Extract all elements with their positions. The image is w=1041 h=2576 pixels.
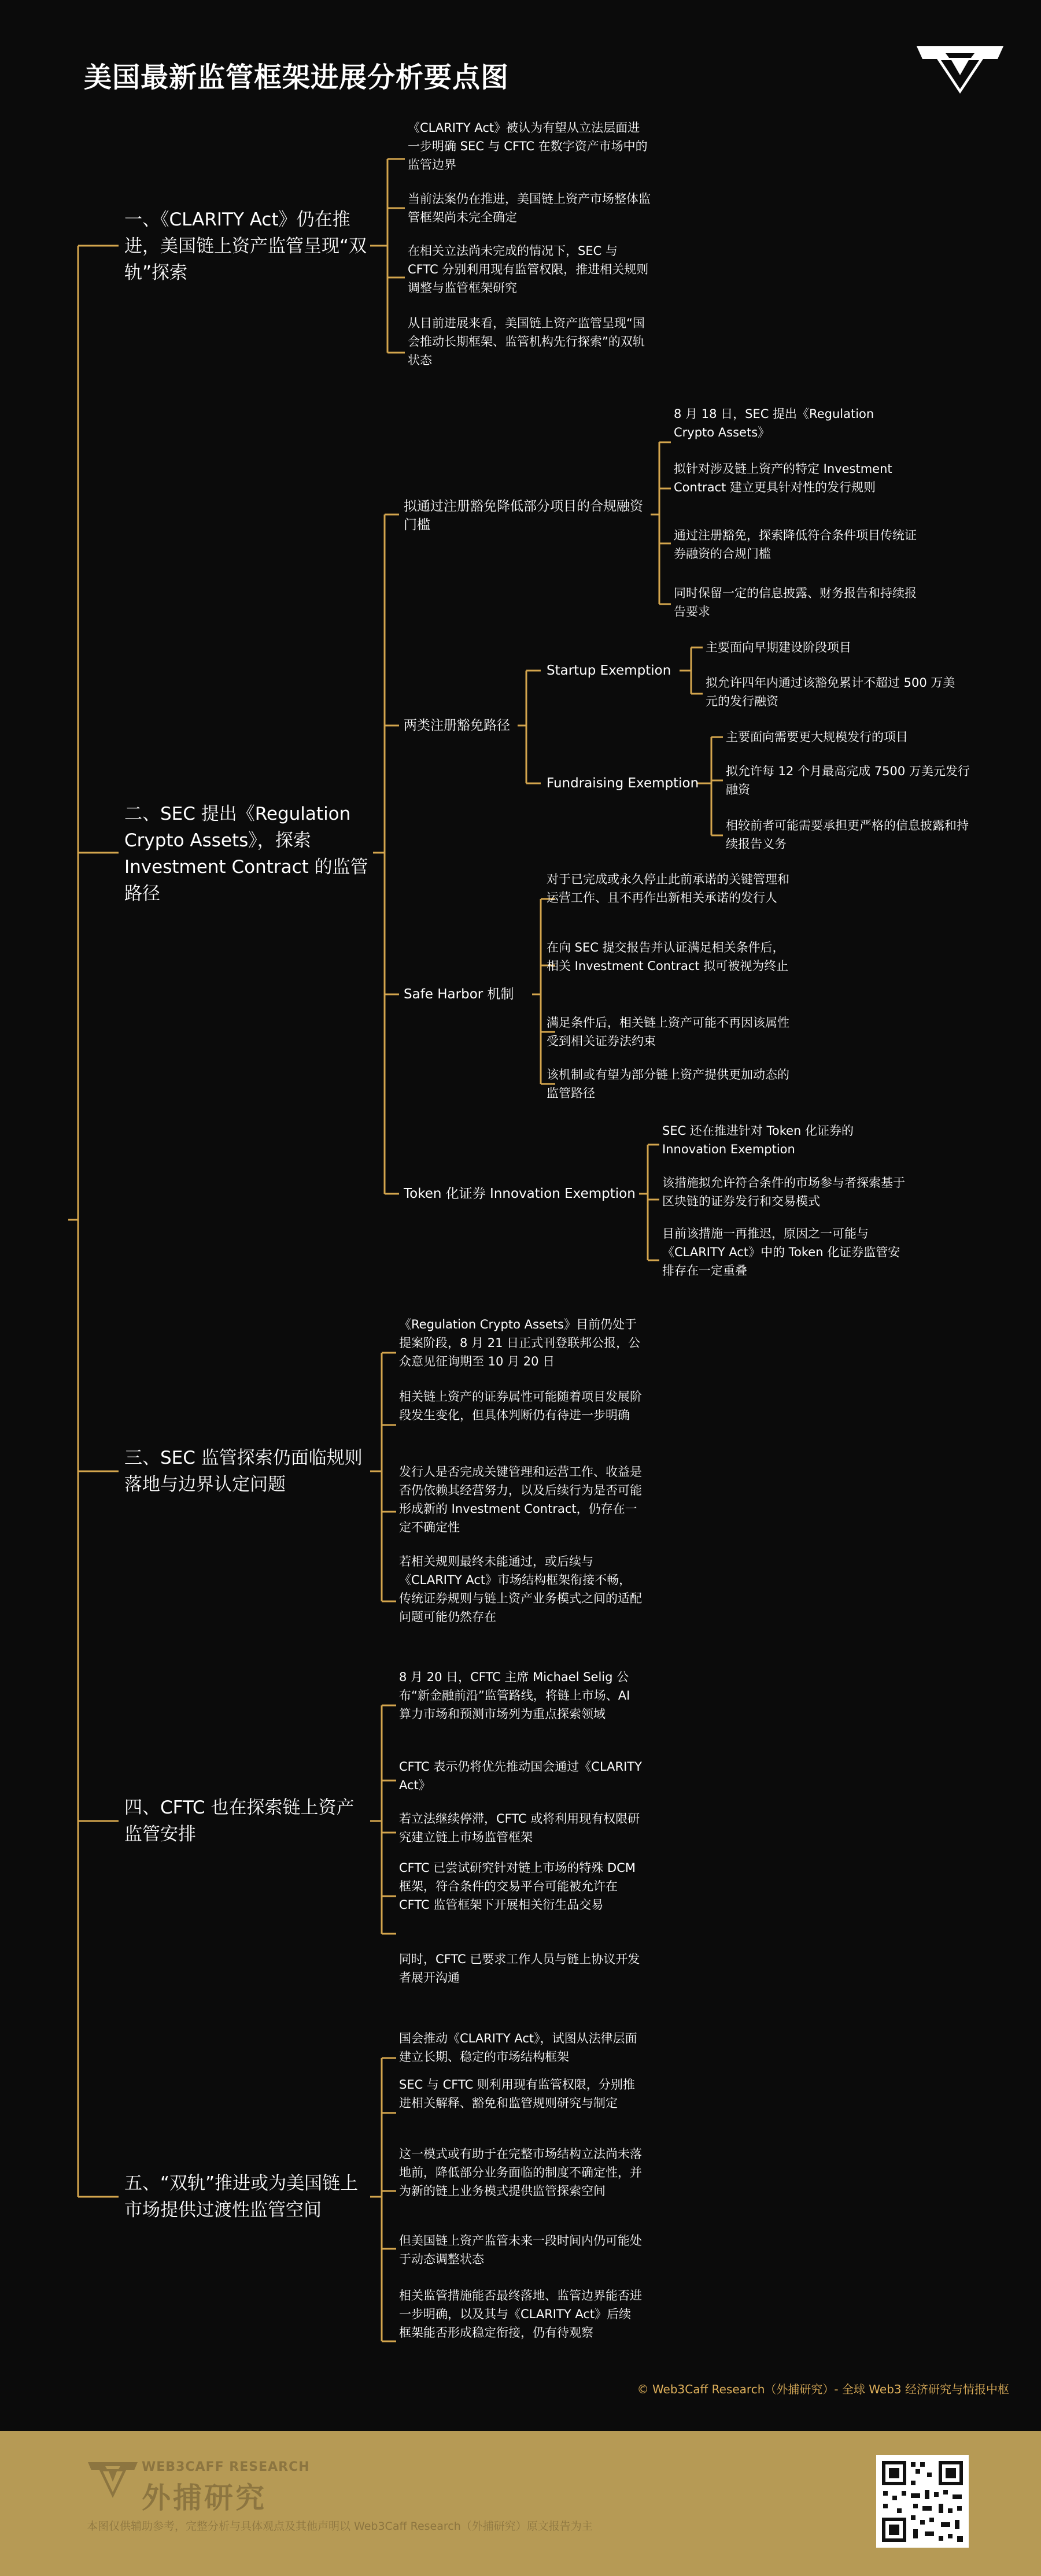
- branch-4-item-2: CFTC 表示仍将优先推动国会通过《CLARITY Act》: [399, 1760, 642, 1792]
- branch-3-item-2: 相关链上资产的证券属性可能随着项目发展阶段发生变化，但具体判断仍有待进一步明确: [399, 1390, 642, 1422]
- branch-2-sub-1-label: 拟通过注册豁免降低部分项目的合规融资门槛: [404, 499, 643, 532]
- branch-5-item-1: 国会推动《CLARITY Act》，试图从法律层面建立长期、稳定的市场结构框架: [399, 2031, 637, 2064]
- branch-3-item-1: 《Regulation Crypto Assets》目前仍处于提案阶段，8 月 21 日正式刊登联邦公报，公众意见征询期至 10 月 20 日: [399, 1317, 641, 1368]
- fundraising-exemption-item-2: 拟允许每 12 个月最高完成 7500 万美元发行融资: [726, 764, 970, 797]
- innovation-exemption-item-2: 该措施拟允许符合条件的市场参与者探索基于区块链的证券发行和交易模式: [662, 1176, 905, 1208]
- branch-2-sub-1-item-2: 拟针对涉及链上资产的特定 Investment Contract 建立更具针对性的发行规则: [674, 462, 892, 494]
- safe-harbor-item-1: 对于已完成或永久停止此前承诺的关键管理和运营工作、且不再作出新相关承诺的发行人: [547, 872, 789, 905]
- branch-1-label: 一、《CLARITY Act》仍在推进，美国链上资产监管呈现“双轨”探索: [124, 209, 367, 283]
- startup-exemption-item-2: 拟允许四年内通过该豁免累计不超过 500 万美元的发行融资: [706, 676, 955, 708]
- branch-2-sub-1-item-1: 8 月 18 日，SEC 提出《Regulation Crypto Assets》: [674, 407, 874, 439]
- footer-brand: [87, 2452, 330, 2515]
- branch-4-item-4: CFTC 已尝试研究针对链上市场的特殊 DCM 框架，符合条件的交易平台可能被允许在 CFTC 监管框架下开展相关衍生品交易: [399, 1861, 636, 1912]
- branch-2-sub-1-item-3: 通过注册豁免，探索降低符合条件项目传统证券融资的合规门槛: [674, 528, 917, 561]
- footer: [0, 2431, 1041, 2576]
- branch-4-item-3: 若立法继续停滞，CFTC 或将利用现有权限研究建立链上市场监管框架: [399, 1812, 640, 1844]
- branch-2-sub-3-label: Safe Harbor 机制: [404, 987, 514, 1002]
- branch-2-label: 二、SEC 提出《Regulation Crypto Assets》，探索 Investment Contract 的监管路径: [124, 804, 368, 904]
- safe-harbor-item-4: 该机制或有望为部分链上资产提供更加动态的监管路径: [547, 1068, 789, 1100]
- branch-1-item-4: 从目前进展来看，美国链上资产监管呈现“国会推动长期框架、监管机构先行探索”的双轨状态: [408, 316, 645, 367]
- branch-5-item-3: 这一模式或有助于在完整市场结构立法尚未落地前，降低部分业务面临的制度不确定性，并为新的链上业务模式提供监管探索空间: [399, 2147, 642, 2198]
- fundraising-exemption-item-3: 相较前者可能需要承担更严格的信息披露和持续报告义务: [726, 819, 969, 851]
- fundraising-exemption-label: Fundraising Exemption: [547, 776, 699, 791]
- branch-3-label: 三、SEC 监管探索仍面临规则落地与边界认定问题: [124, 1448, 363, 1495]
- safe-harbor-item-3: 满足条件后，相关链上资产可能不再因该属性受到相关证券法约束: [547, 1016, 789, 1048]
- innovation-exemption-item-1: SEC 还在推进针对 Token 化证券的 Innovation Exemption: [662, 1124, 854, 1156]
- qr-code-icon: [876, 2455, 969, 2548]
- branch-3-item-4: 若相关规则最终未能通过，或后续与《CLARITY Act》市场结构框架衔接不畅，传统证券规则与链上资产业务模式之间的适配问题可能仍然存在: [399, 1555, 642, 1624]
- page-title: 美国最新监管框架进展分析要点图: [84, 61, 510, 94]
- branch-3-item-3: 发行人是否完成关键管理和运营工作、收益是否仍依赖其经营努力，以及后续行为是否可能形成新的 Investment Contract，仍存在一定不确定性: [399, 1465, 642, 1534]
- brand-name-cn: 外捕研究: [142, 2481, 267, 2515]
- branch-1-item-2: 当前法案仍在推进，美国链上资产市场整体监管框架尚未完全确定: [408, 192, 651, 224]
- branch-2-sub-4-label: Token 化证券 Innovation Exemption: [404, 1186, 636, 1201]
- branch-5-item-2: SEC 与 CFTC 则利用现有监管权限，分别推进相关解释、豁免和监管规则研究与制定: [399, 2078, 635, 2110]
- branch-5-label: 五、“双轨”推进或为美国链上市场提供过渡性监管空间: [124, 2173, 359, 2220]
- branch-1-item-1: 《CLARITY Act》被认为有望从立法层面进一步明确 SEC 与 CFTC 在数字资产市场中的监管边界: [408, 121, 648, 172]
- startup-exemption-item-1: 主要面向早期建设阶段项目: [706, 641, 851, 654]
- branch-4-item-5: 同时，CFTC 已要求工作人员与链上协议开发者展开沟通: [399, 1952, 640, 1985]
- startup-exemption-label: Startup Exemption: [547, 663, 671, 678]
- brand-name-en: WEB3CAFF RESEARCH: [142, 2460, 310, 2474]
- safe-harbor-item-2: 在向 SEC 提交报告并认证满足相关条件后，相关 Investment Contract 拟可被视为终止: [547, 941, 789, 973]
- copyright-footnote: © Web3Caff Research（外捕研究）- 全球 Web3 经济研究与情报中枢: [637, 2382, 1009, 2396]
- innovation-exemption-item-3: 目前该措施一再推迟，原因之一可能与《CLARITY Act》中的 Token 化证券监管安排存在一定重叠: [662, 1227, 900, 1278]
- branch-2-sub-1-item-4: 同时保留一定的信息披露、财务报告和持续报告要求: [674, 586, 917, 619]
- branch-5-item-4: 但美国链上资产监管未来一段时间内仍可能处于动态调整状态: [399, 2234, 642, 2266]
- branch-1-item-3: 在相关立法尚未完成的情况下，SEC 与 CFTC 分别利用现有监管权限，推进相关规则调整与监管框架研究: [408, 244, 649, 295]
- fundraising-exemption-item-1: 主要面向需要更大规模发行的项目: [726, 730, 908, 744]
- branch-4-label: 四、CFTC 也在探索链上资产监管安排: [124, 1797, 355, 1845]
- disclaimer: 本图仅供辅助参考，完整分析与具体观点及其他声明以 Web3Caff Research（外捕研究）原文报告为主: [87, 2520, 593, 2533]
- branch-5-item-5: 相关监管措施能否最终落地、监管边界能否进一步明确，以及其与《CLARITY Act》后续框架能否形成稳定衔接，仍有待观察: [399, 2289, 642, 2340]
- branch-4-item-1: 8 月 20 日，CFTC 主席 Michael Selig 公布“新金融前沿”监管路线，将链上市场、AI 算力市场和预测市场列为重点探索领域: [399, 1670, 630, 1721]
- brand-mark-icon: [87, 2456, 139, 2503]
- branch-2-sub-2-label: 两类注册豁免路径: [404, 718, 510, 733]
